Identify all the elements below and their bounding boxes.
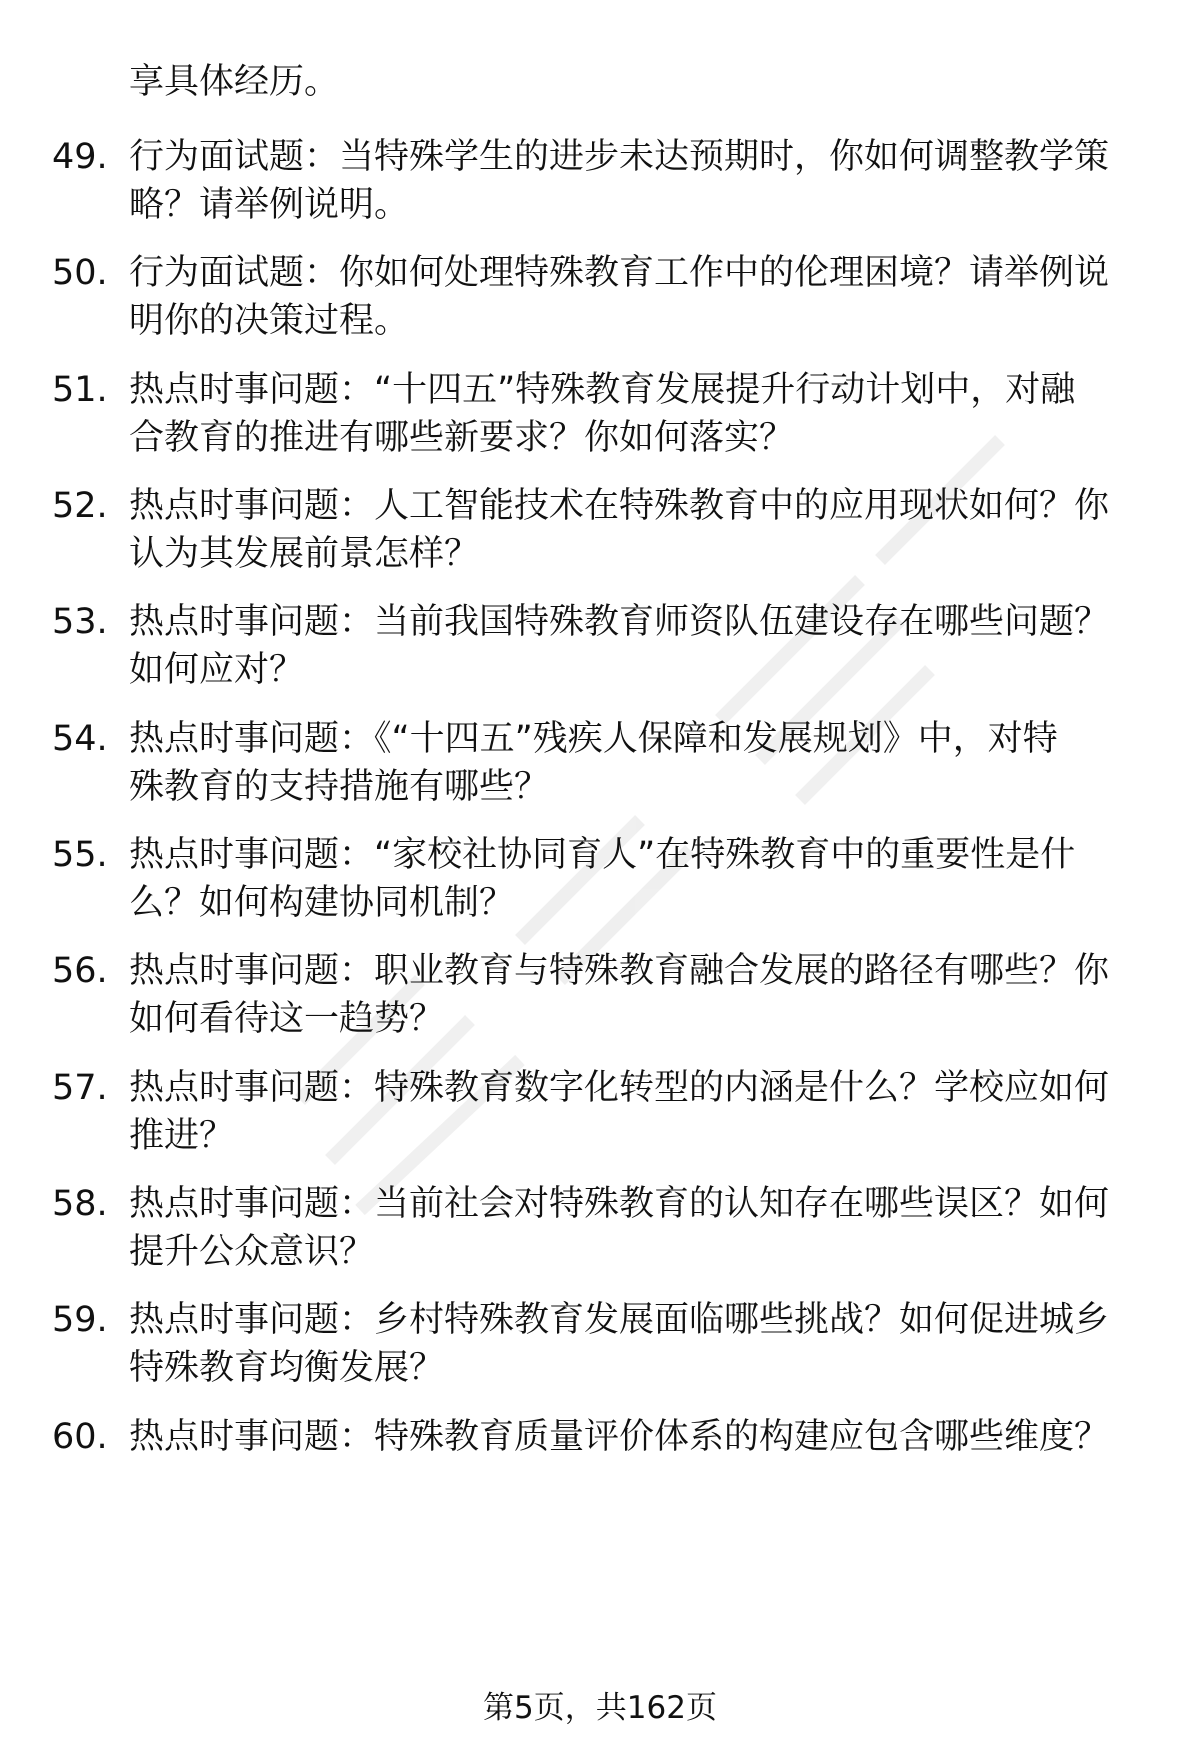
question-text-line: 如何应对？ — [129, 650, 305, 690]
question-number: 51. — [52, 370, 108, 410]
question-number: 60. — [52, 1417, 108, 1457]
question-text-line: 认为其发展前景怎样？ — [129, 534, 480, 574]
question-number: 49. — [52, 137, 108, 177]
question-number: 59. — [52, 1300, 108, 1340]
question-text-line: 么？如何构建协同机制？ — [129, 883, 515, 923]
question-number: 57. — [52, 1068, 108, 1108]
question-number: 50. — [52, 253, 108, 293]
question-text-line: 行为面试题：当特殊学生的进步未达预期时，你如何调整教学策 — [129, 137, 1110, 177]
question-text-line: 热点时事问题：乡村特殊教育发展面临哪些挑战？如何促进城乡 — [129, 1300, 1110, 1340]
question-text-line: 热点时事问题：当前社会对特殊教育的认知存在哪些误区？如何 — [129, 1184, 1110, 1224]
question-text-line: 如何看待这一趋势？ — [129, 999, 445, 1039]
question-text-line: 热点时事问题：特殊教育数字化转型的内涵是什么？学校应如何 — [129, 1068, 1110, 1108]
continuation-text: 享具体经历。 — [129, 62, 340, 102]
question-text-line: 热点时事问题：职业教育与特殊教育融合发展的路径有哪些？你 — [129, 951, 1110, 991]
question-text-line: 热点时事问题：人工智能技术在特殊教育中的应用现状如何？你 — [129, 486, 1110, 526]
question-number: 55. — [52, 835, 108, 875]
question-number: 53. — [52, 602, 108, 642]
question-text-line: 热点时事问题：“十四五”特殊教育发展提升行动计划中，对融 — [129, 370, 1076, 410]
question-text-line: 热点时事问题：“家校社协同育人”在特殊教育中的重要性是什 — [129, 835, 1076, 875]
question-text-line: 特殊教育均衡发展？ — [129, 1348, 445, 1388]
question-text-line: 热点时事问题：《“十四五”残疾人保障和发展规划》中，对特 — [129, 719, 1058, 759]
question-number: 54. — [52, 719, 108, 759]
question-text-line: 推进？ — [129, 1116, 235, 1156]
question-number: 52. — [52, 486, 108, 526]
question-text-line: 提升公众意识？ — [129, 1232, 375, 1272]
question-text-line: 热点时事问题：特殊教育质量评价体系的构建应包含哪些维度？ — [129, 1417, 1110, 1457]
question-number: 58. — [52, 1184, 108, 1224]
question-text-line: 略？请举例说明。 — [129, 185, 410, 225]
question-text-line: 热点时事问题：当前我国特殊教育师资队伍建设存在哪些问题？ — [129, 602, 1110, 642]
question-text-line: 行为面试题：你如何处理特殊教育工作中的伦理困境？请举例说 — [129, 253, 1110, 293]
question-text-line: 殊教育的支持措施有哪些？ — [129, 767, 550, 807]
page-footer: 第5页，共162页 — [483, 1690, 717, 1726]
question-text-line: 合教育的推进有哪些新要求？你如何落实？ — [129, 418, 795, 458]
question-text-line: 明你的决策过程。 — [129, 301, 410, 341]
question-number: 56. — [52, 951, 108, 991]
